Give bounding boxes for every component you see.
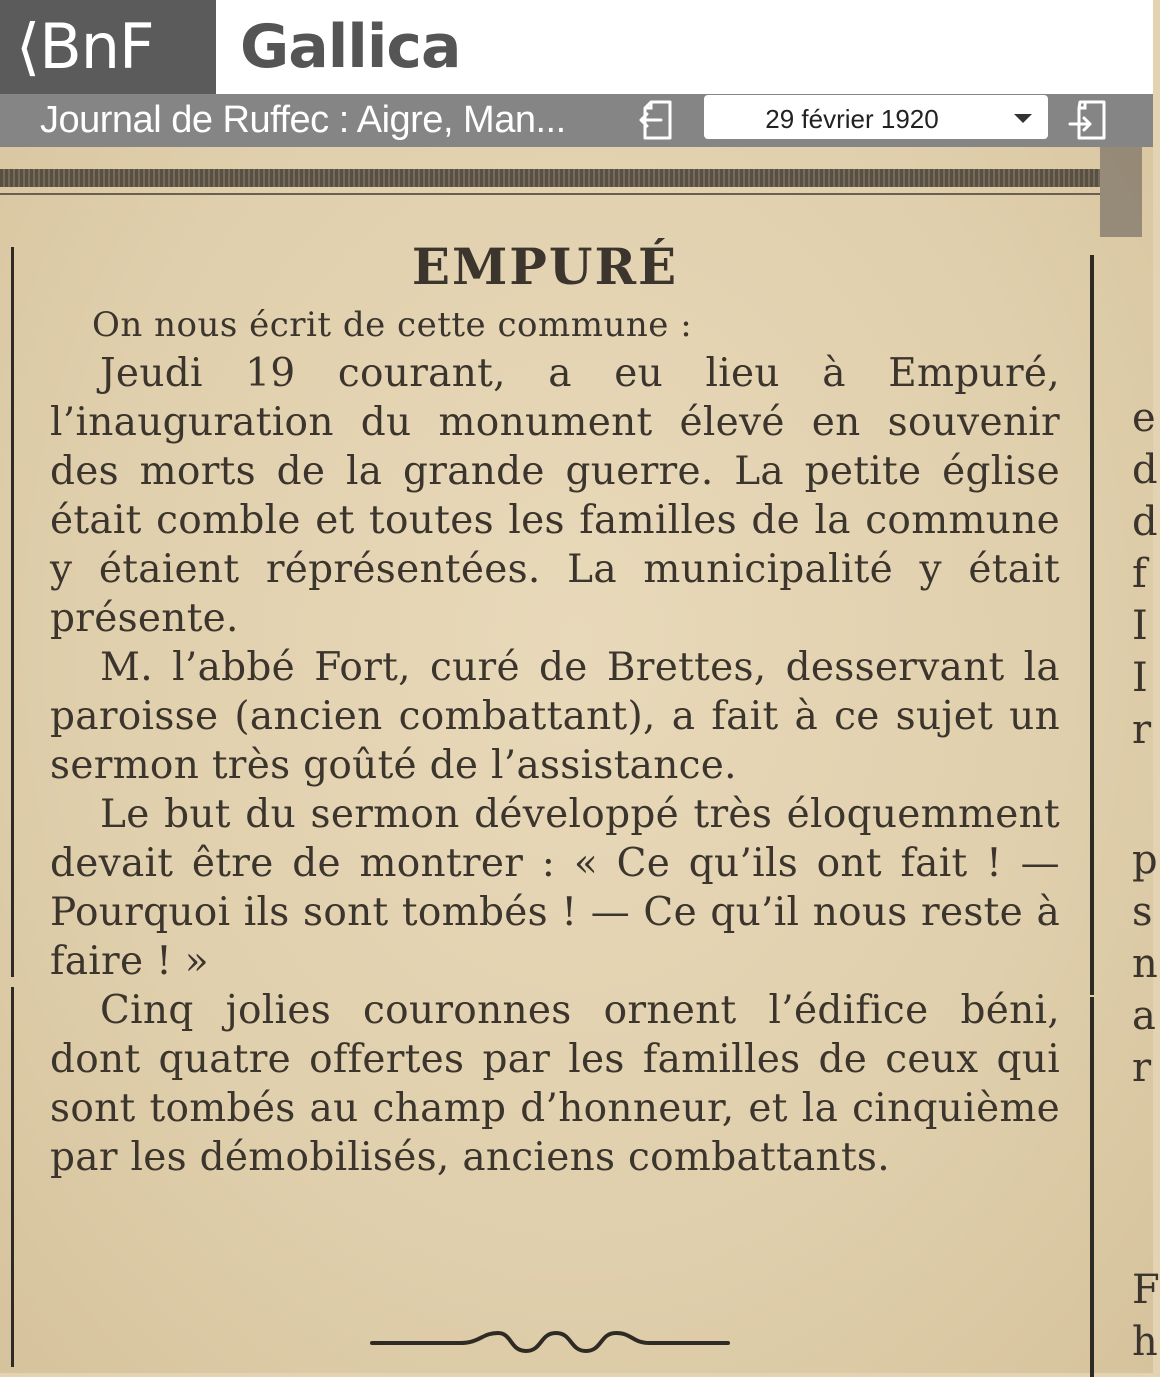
bnf-logo[interactable]: ⟨BnF [0,0,216,94]
adjacent-letter: d [1132,447,1158,493]
article-paragraph: M. l’abbé Fort, curé de Brettes, desservant la paroisse (ancien combattant), a fait à ce sujet un sermon très goûté de l’assistance. [50,645,1060,788]
adjacent-letter: d [1132,499,1158,545]
adjacent-letter: n [1132,941,1158,987]
adjacent-letter: F [1132,1267,1160,1313]
article-end-ornament [370,1327,730,1357]
adjacent-letter: I [1132,603,1148,649]
page-top-rule-thin [0,193,1100,195]
adjacent-letter: r [1132,707,1152,753]
next-issue-icon [1066,97,1112,143]
adjacent-letter: e [1132,395,1156,441]
gallica-logo[interactable]: Gallica [240,12,461,82]
article-paragraph: Le but du sermon développé très éloquemment devait être de montrer : « Ce qu’ils ont fait ! — Pourquoi ils sont tombés ! — Ce qu’il nous reste à faire ! » [50,792,1060,984]
adjacent-letter: r [1132,1045,1152,1091]
article-intro: On nous écrit de cette commune : [92,305,693,345]
article [50,237,1060,1182]
document-toolbar [0,94,1153,147]
adjacent-gap [1132,1094,1153,1264]
document-viewer[interactable] [0,147,1160,1373]
article-paragraph: Jeudi 19 courant, a eu lieu à Empuré, l’inauguration du monument élevé en souvenir des morts de la grande guerre. La petite église était comble et toutes les familles de la commune y étaient réprésentées. La municipalité y était présente. [50,351,1060,641]
page-top-rule [0,169,1100,187]
adjacent-column-fragment [1132,392,1160,1368]
column-divider-right [1090,255,1094,995]
chevron-down-icon [1014,114,1032,123]
viewer-scroll-thumb[interactable] [1100,147,1142,237]
previous-issue-icon [637,97,683,143]
adjacent-letter: p [1132,837,1158,883]
column-divider-right-lower [1090,997,1094,1377]
adjacent-gap [1132,756,1153,834]
article-headline: EMPURÉ [411,237,679,296]
next-issue-button[interactable] [1066,97,1112,143]
top-bar [0,0,1153,94]
column-divider-left-lower [11,987,14,1367]
previous-issue-button[interactable] [637,97,683,143]
adjacent-letter: f [1132,551,1147,597]
document-title[interactable]: Journal de Ruffec : Aigre, Man... [40,99,566,141]
adjacent-letter: h [1132,1319,1158,1365]
adjacent-letter: s [1132,889,1153,935]
issue-date-select[interactable] [704,95,1048,139]
issue-date-value: 29 février 1920 [765,104,939,134]
article-paragraph: Cinq jolies couronnes ornent l’édifice béni, dont quatre offertes par les familles de ceux qui sont tombés au champ d’honneur, et la cinquième par les démobilisés, anciens combattants. [50,988,1060,1180]
adjacent-letter: I [1132,655,1148,701]
column-divider-left [11,247,14,977]
adjacent-letter: a [1132,993,1156,1039]
